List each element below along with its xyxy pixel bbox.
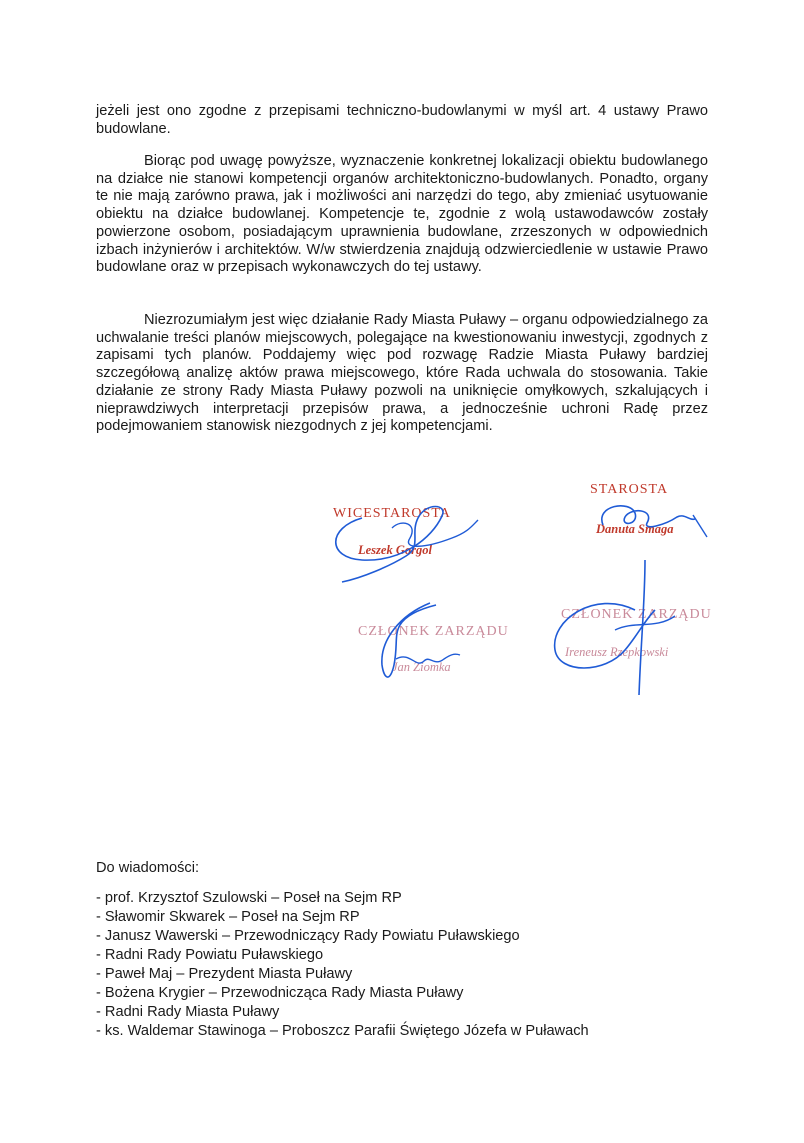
recipient-item: - ks. Waldemar Stawinoga – Proboszcz Parafii Świętego Józefa w Puławach [96, 1023, 589, 1039]
recipient-item: - prof. Krzysztof Szulowski – Poseł na Sejm RP [96, 890, 402, 906]
signature-starosta [585, 495, 715, 545]
stamp-wicestarosta-title: WICESTAROSTA [333, 506, 451, 521]
recipient-item: - Radni Rady Powiatu Puławskiego [96, 947, 324, 963]
stamp-czlonek-rzepkowski-title: CZŁONEK ZARZĄDU [561, 607, 712, 622]
stamp-starosta-name: Danuta Smaga [596, 522, 674, 536]
signature-czlonek-ziomka [360, 595, 470, 690]
recipient-item: - Sławomir Skwarek – Poseł na Sejm RP [96, 909, 360, 925]
paragraph-text: Niezrozumiałym jest więc działanie Rady Miasta Puławy – organu odpowiedzialnego za uchwalanie treści planów miejscowych, polegające na kwestionowaniu inwestycji, zgodnych z zapisami tych planów. Poddajemy więc pod rozwagę Radzie Miasta Puławy bardziej szczegółową analizę aktów prawa miejscowego, które Rada uchwala do stosowania. Takie działanie ze strony Rady Miasta Puławy pozwoli na uniknięcie omyłkowych, szkalujących i nieprawdziwych interpretacji przepisów prawa, a jednocześnie uchroni Radę przez podejmowaniem stanowisk niezgodnych z jej kompetencjami. [96, 312, 708, 435]
stamp-czlonek-rzepkowski-name: Ireneusz Rzepkowski [565, 645, 669, 659]
paragraph-text: Biorąc pod uwagę powyższe, wyznaczenie konkretnej lokalizacji obiektu budowlanego na działce nie stanowi kompetencji organów architektoniczno-budowlanych. Ponadto, organy te nie mają zarówno prawa, jak i możliwości ani narzędzi do tego, aby zmieniać usytuowanie obiektu na działce budowlanej. Kompetencje te, zgodnie z wolą ustawodawców zostały powierzone osobom, posiadającym uprawnienia budowlane, zrzeszonych w odpowiednich izbach inżynierów i architektów. W/w stwierdzenia znajdują odzwierciedlenie w ustawie Prawo budowlane oraz w przepisach wykonawczych do tej ustawy. [96, 153, 708, 276]
paragraph-competences [96, 153, 708, 277]
recipient-item: - Janusz Wawerski – Przewodniczący Rady Powiatu Puławskiego [96, 928, 520, 944]
paragraph-continuation [96, 103, 708, 138]
stamp-czlonek-ziomka-name: Jan Ziomka [392, 660, 451, 674]
recipient-item: - Bożena Krygier – Przewodnicząca Rady Miasta Puławy [96, 985, 464, 1001]
paragraph-city-council [96, 312, 708, 436]
signature-czlonek-rzepkowski [545, 550, 695, 700]
distribution-heading: Do wiadomości: [96, 860, 200, 876]
stamp-czlonek-ziomka-title: CZŁONEK ZARZĄDU [358, 624, 509, 639]
stamp-wicestarosta-name: Leszek Gorgol [358, 543, 432, 557]
recipient-item: - Paweł Maj – Prezydent Miasta Puławy [96, 966, 353, 982]
recipient-item: - Radni Rady Miasta Puławy [96, 1004, 280, 1020]
stamp-starosta-title: STAROSTA [590, 482, 669, 497]
distribution-list [96, 889, 708, 1041]
paragraph-text: jeżeli jest ono zgodne z przepisami techniczno-budowlanymi w myśl art. 4 ustawy Prawo budowlane. [96, 103, 708, 137]
